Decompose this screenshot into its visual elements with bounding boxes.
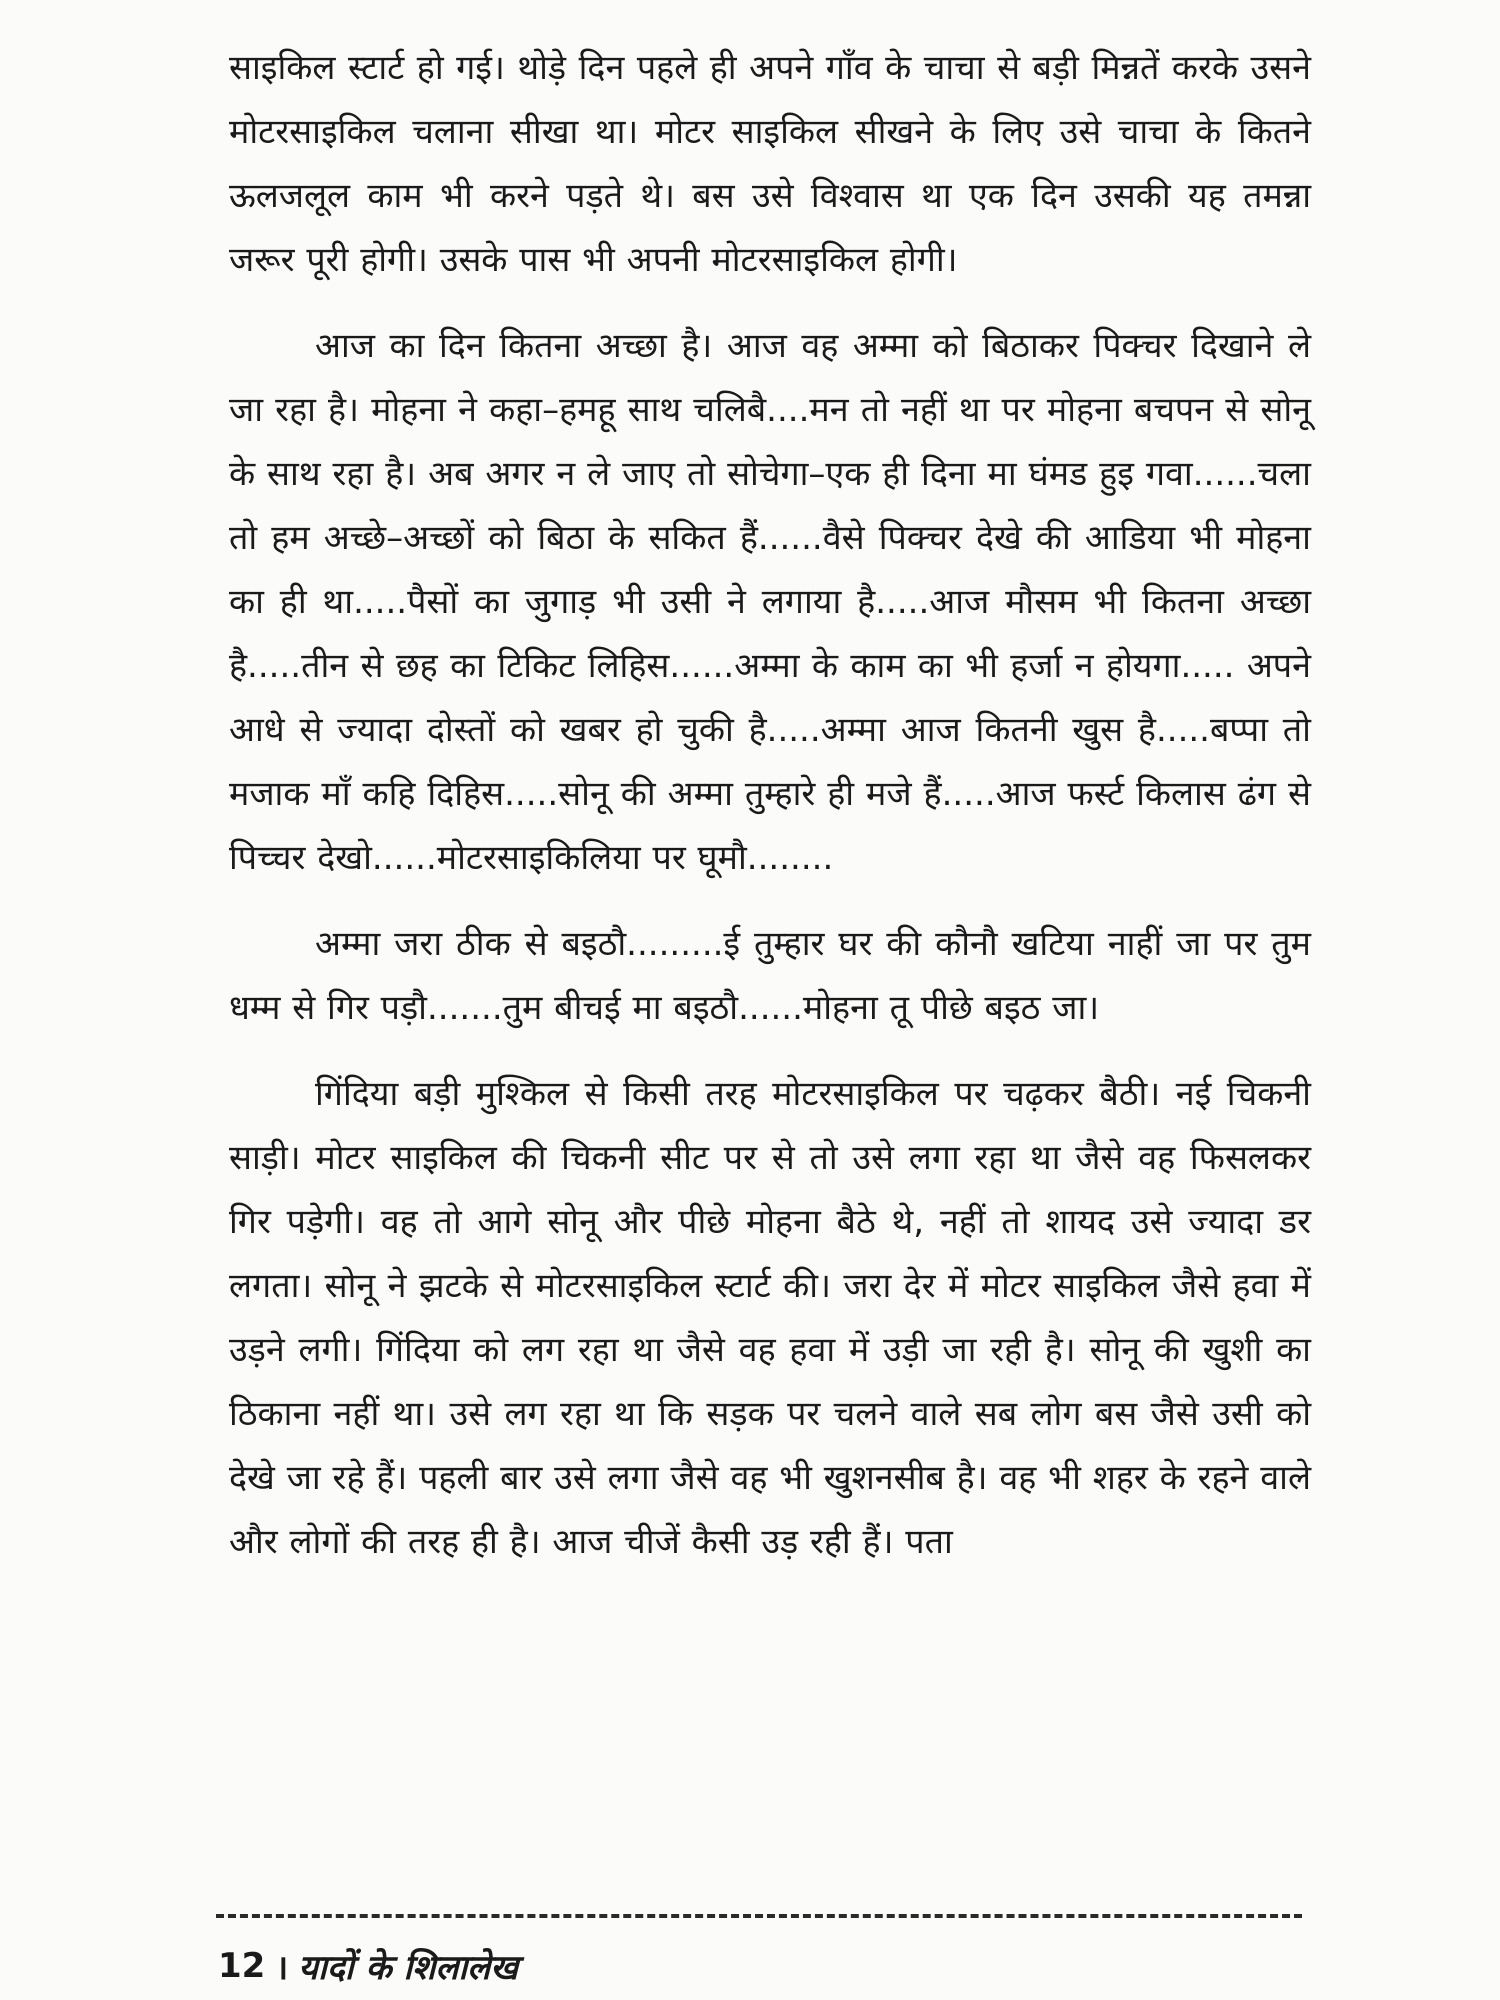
paragraph-motorcycle-ride: गिंदिया बड़ी मुश्किल से किसी तरह मोटरसाइकिल पर चढ़कर बैठी। नई चिकनी साड़ी। मोटर साइकिल की चिकनी सीट पर से तो उसे लगा रहा था जैसे वह फिसलकर गिर पड़ेगी। वह तो आगे सोनू और पीछे मोहना बैठे थे, नहीं तो शायद उसे ज्यादा डर लगता। सोनू ने झटके से मोटरसाइकिल स्टार्ट की। जरा देर में मोटर साइकिल जैसे हवा में उड़ने लगी। गिंदिया को लग रहा था जैसे वह हवा में उड़ी जा रही है। सोनू की खुशी का ठिकाना नहीं था। उसे लग रहा था कि सड़क पर चलने वाले सब लोग बस जैसे उसी को देखे जा रहे हैं। पहली बार उसे लगा जैसे वह भी खुशनसीब है। वह भी शहर के रहने वाले और लोगों की तरह ही है। आज चीजें कैसी उड़ रही हैं। पता xyxy=(229,1074,1311,1562)
page-footer xyxy=(218,1942,518,1990)
paragraph-continuation: साइकिल स्टार्ट हो गई। थोड़े दिन पहले ही अपने गाँव के चाचा से बड़ी मिन्नतें करके उसने मोटरसाइकिल चलाना सीखा था। मोटर साइकिल सीखने के लिए उसे चाचा के कितने ऊलजलूल काम भी करने पड़ते थे। बस उसे विश्वास था एक दिन उसकी यह तमन्ना जरूर पूरी होगी। उसके पास भी अपनी मोटरसाइकिल होगी। xyxy=(229,48,1311,280)
footer-separator: । xyxy=(275,1948,289,1988)
paragraph-dialogue: अम्मा जरा ठीक से बइठौ.........ई तुम्हार घर की कौनौ खटिया नाहीं जा पर तुम धम्म से गिर पड़ौ.......तुम बीचई मा बइठौ......मोहना तू पीछे बइठ जा। xyxy=(229,924,1311,1028)
page-body-text xyxy=(229,36,1311,1574)
page-number: 12 xyxy=(218,1946,266,1986)
book-title: यादों के शिलालेख xyxy=(298,1948,519,1988)
footer-dashed-divider xyxy=(216,1914,1302,1918)
paragraph-picture-outing: आज का दिन कितना अच्छा है। आज वह अम्मा को बिठाकर पिक्चर दिखाने ले जा रहा है। मोहना ने कहा–हमहू साथ चलिबै....मन तो नहीं था पर मोहना बचपन से सोनू के साथ रहा है। अब अगर न ले जाए तो सोचेगा–एक ही दिना मा घंमड हुइ गवा......चला तो हम अच्छे–अच्छों को बिठा के सकित हैं......वैसे पिक्चर देखे की आडिया भी मोहना का ही था.....पैसों का जुगाड़ भी उसी ने लगाया है.....आज मौसम भी कितना अच्छा है.....तीन से छह का टिकिट लिहिस......अम्मा के काम का भी हर्जा न होयगा..... अपने आधे से ज्यादा दोस्तों को खबर हो चुकी है.....अम्मा आज कितनी खुस है.....बप्पा तो मजाक माँ कहि दिहिस.....सोनू की अम्मा तुम्हारे ही मजे हैं.....आज फर्स्ट किलास ढंग से पिच्चर देखो......मोटरसाइकिलिया पर घूमौ........ xyxy=(229,326,1311,878)
